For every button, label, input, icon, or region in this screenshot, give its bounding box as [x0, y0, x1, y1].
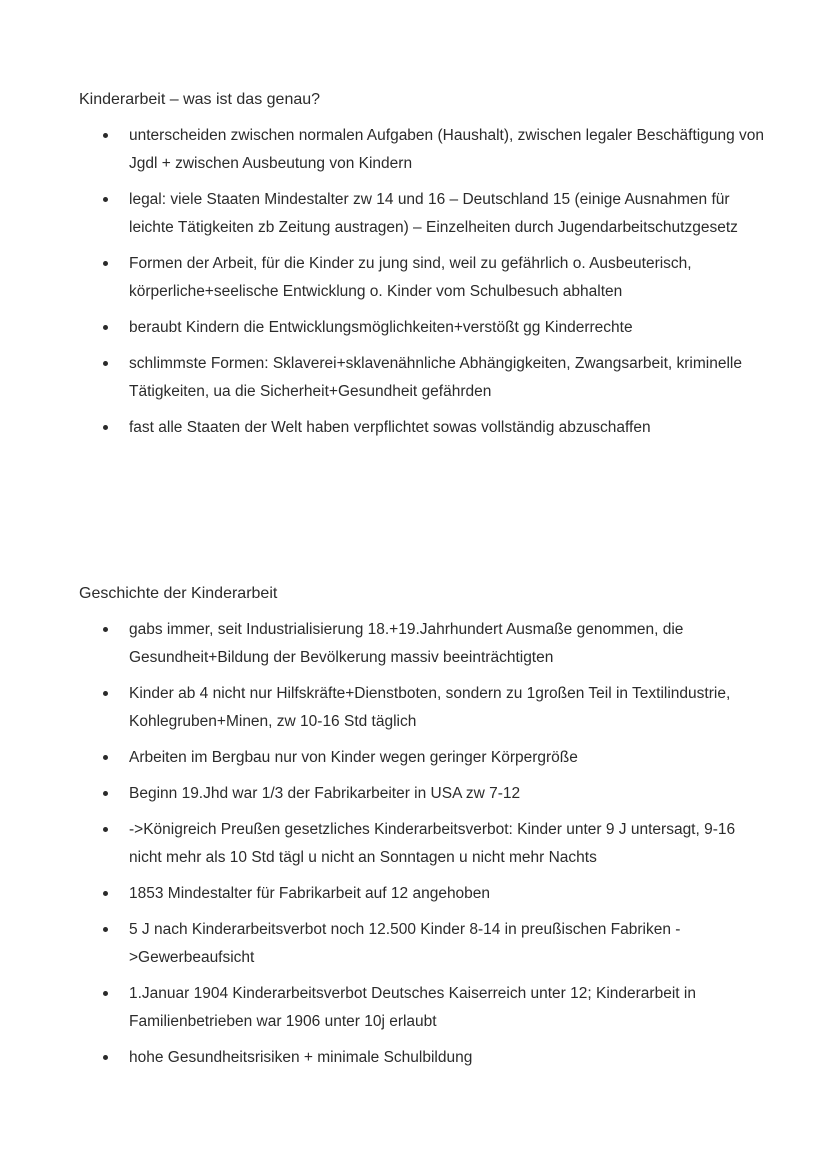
section-title: Kinderarbeit – was ist das genau?: [79, 91, 321, 108]
list-item: [79, 680, 769, 736]
list-item-text: unterscheiden zwischen normalen Aufgaben (Haushalt), zwischen legaler Beschäftigung von Jgdl + zwischen Ausbeutung von Kindern: [129, 127, 765, 172]
bullet-list: [79, 122, 769, 442]
section-title: Geschichte der Kinderarbeit: [79, 585, 278, 602]
bullet-icon: [103, 827, 108, 832]
bullet-icon: [103, 361, 108, 366]
bullet-icon: [103, 791, 108, 796]
list-item-text: beraubt Kindern die Entwicklungsmöglichkeiten+verstößt gg Kinderrechte: [129, 319, 633, 336]
list-item-text: Arbeiten im Bergbau nur von Kinder wegen geringer Körpergröße: [129, 749, 578, 766]
section-kinderarbeit-definition: [79, 88, 769, 450]
bullet-icon: [103, 891, 108, 896]
list-item: [79, 816, 769, 872]
bullet-icon: [103, 627, 108, 632]
bullet-icon: [103, 755, 108, 760]
bullet-icon: [103, 927, 108, 932]
bullet-list: [79, 616, 769, 1072]
list-item-text: ->Königreich Preußen gesetzliches Kinderarbeitsverbot: Kinder unter 9 J untersagt, 9-16 nicht mehr als 10 Std tägl u nicht an Sonntagen u nicht mehr Nachts: [129, 821, 736, 866]
list-item: [79, 780, 769, 808]
list-item-text: 1853 Mindestalter für Fabrikarbeit auf 12 angehoben: [129, 885, 491, 902]
list-item-text: gabs immer, seit Industrialisierung 18.+19.Jahrhundert Ausmaße genommen, die Gesundheit+Bildung der Bevölkerung massiv beeinträchtigten: [129, 621, 684, 666]
list-item-text: legal: viele Staaten Mindestalter zw 14 und 16 – Deutschland 15 (einige Ausnahmen für leichte Tätigkeiten zb Zeitung austragen) – Einzelheiten durch Jugendarbeitschutzgesetz: [129, 191, 738, 236]
bullet-icon: [103, 425, 108, 430]
bullet-icon: [103, 261, 108, 266]
list-item-text: 5 J nach Kinderarbeitsverbot noch 12.500 Kinder 8-14 in preußischen Fabriken ->Gewerbeaufsicht: [129, 921, 681, 966]
list-item-text: 1.Januar 1904 Kinderarbeitsverbot Deutsches Kaiserreich unter 12; Kinderarbeit in Familienbetrieben war 1906 unter 10j erlaubt: [129, 985, 696, 1030]
list-item-text: schlimmste Formen: Sklaverei+sklavenähnliche Abhängigkeiten, Zwangsarbeit, kriminelle Tätigkeiten, ua die Sicherheit+Gesundheit gefährden: [129, 355, 742, 400]
list-item: [79, 916, 769, 972]
bullet-icon: [103, 1055, 108, 1060]
bullet-icon: [103, 991, 108, 996]
bullet-icon: [103, 325, 108, 330]
list-item: [79, 250, 769, 306]
list-item: [79, 122, 769, 178]
list-item: [79, 314, 769, 342]
list-item: [79, 980, 769, 1036]
list-item-text: hohe Gesundheitsrisiken + minimale Schulbildung: [129, 1049, 473, 1066]
list-item-text: Beginn 19.Jhd war 1/3 der Fabrikarbeiter in USA zw 7-12: [129, 785, 521, 802]
list-item: [79, 414, 769, 442]
list-item-text: fast alle Staaten der Welt haben verpflichtet sowas vollständig abzuschaffen: [129, 419, 651, 436]
bullet-icon: [103, 133, 108, 138]
list-item: [79, 350, 769, 406]
list-item: [79, 186, 769, 242]
list-item-text: Formen der Arbeit, für die Kinder zu jung sind, weil zu gefährlich o. Ausbeuterisch, körperliche+seelische Entwicklung o. Kinder vom Schulbesuch abhalten: [129, 255, 692, 300]
list-item: [79, 880, 769, 908]
list-item: [79, 616, 769, 672]
bullet-icon: [103, 691, 108, 696]
list-item-text: Kinder ab 4 nicht nur Hilfskräfte+Dienstboten, sondern zu 1großen Teil in Textilindustrie, Kohlegruben+Minen, zw 10-16 Std täglich: [129, 685, 731, 730]
bullet-icon: [103, 197, 108, 202]
list-item: [79, 744, 769, 772]
section-geschichte: [79, 582, 769, 1080]
list-item: [79, 1044, 769, 1072]
